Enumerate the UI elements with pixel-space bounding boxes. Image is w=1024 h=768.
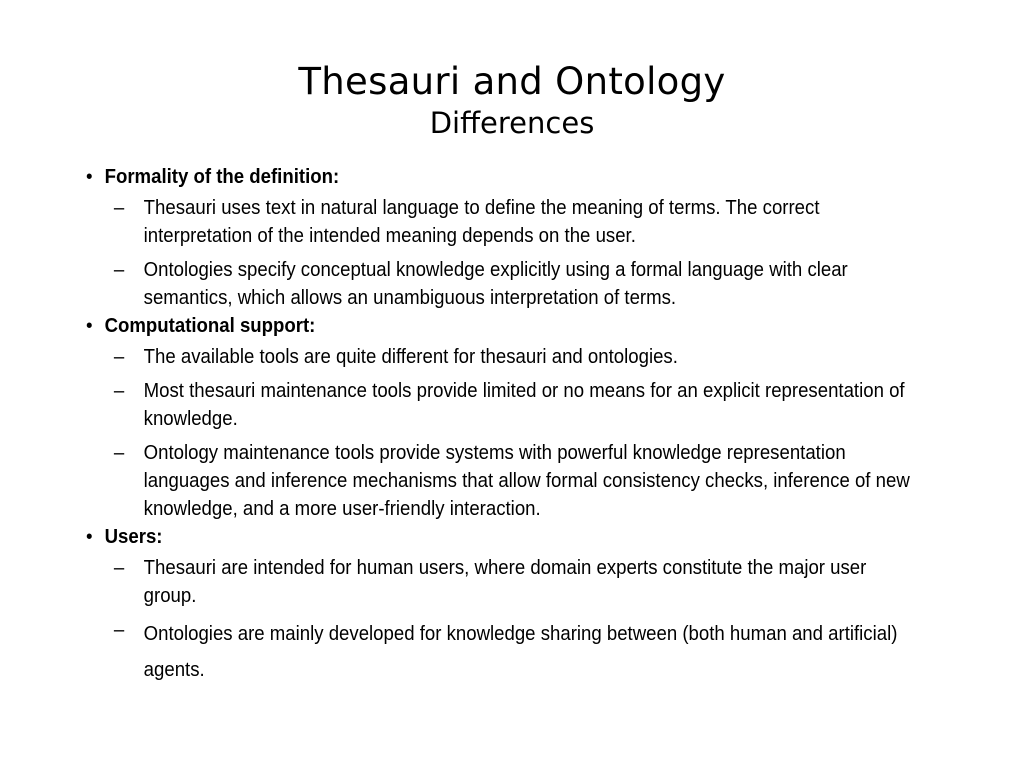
sub-item-text: Most thesauri maintenance tools provide limited or no means for an explicit representation of knowledge. [143, 380, 905, 430]
dash-marker: – [113, 197, 125, 219]
sub-item [114, 439, 923, 523]
sub-item-text: Ontologies are mainly developed for knowledge sharing between (both human and artificial) agents. [143, 623, 898, 681]
bullet-marker: • [86, 526, 93, 548]
sub-item [114, 194, 923, 250]
sub-item [114, 554, 923, 610]
slide-content [86, 163, 923, 688]
sub-item-text: Ontology maintenance tools provide systems with powerful knowledge representation languages and inference mechanisms that allow formal consistency checks, inference of new knowledge, and a more user-friendly interaction. [143, 442, 910, 520]
sub-list [86, 554, 923, 688]
dash-marker: – [113, 346, 125, 368]
bullet-marker: • [86, 315, 93, 337]
bullet-item [86, 312, 923, 340]
section-users [86, 523, 923, 688]
section-formality [86, 163, 923, 312]
dash-marker: – [113, 557, 125, 579]
sub-list [86, 194, 923, 312]
sub-item [114, 343, 923, 371]
section-heading: Users: [104, 526, 163, 548]
dash-marker: – [113, 619, 125, 641]
section-heading: Computational support: [104, 315, 316, 337]
sub-item-text: Thesauri are intended for human users, where domain experts constitute the major user group. [143, 557, 867, 607]
section-computational [86, 312, 923, 523]
sub-item [114, 616, 923, 688]
sub-item-text: The available tools are quite different for thesauri and ontologies. [143, 346, 678, 368]
sub-list [86, 343, 923, 523]
title-block [0, 58, 1024, 140]
sub-item [114, 377, 923, 433]
section-heading: Formality of the definition: [104, 166, 340, 188]
bullet-item [86, 523, 923, 551]
slide-title: Thesauri and Ontology [298, 60, 726, 103]
dash-marker: – [113, 380, 125, 402]
bullet-item [86, 163, 923, 191]
sub-item-text: Thesauri uses text in natural language to define the meaning of terms. The correct interpretation of the intended meaning depends on the user. [143, 197, 820, 247]
bullet-marker: • [86, 166, 93, 188]
dash-marker: – [113, 442, 125, 464]
dash-marker: – [113, 259, 125, 281]
sub-item [114, 256, 923, 312]
slide-subtitle: Differences [429, 106, 595, 140]
sub-item-text: Ontologies specify conceptual knowledge explicitly using a formal language with clear semantics, which allows an unambiguous interpretation of terms. [143, 259, 848, 309]
